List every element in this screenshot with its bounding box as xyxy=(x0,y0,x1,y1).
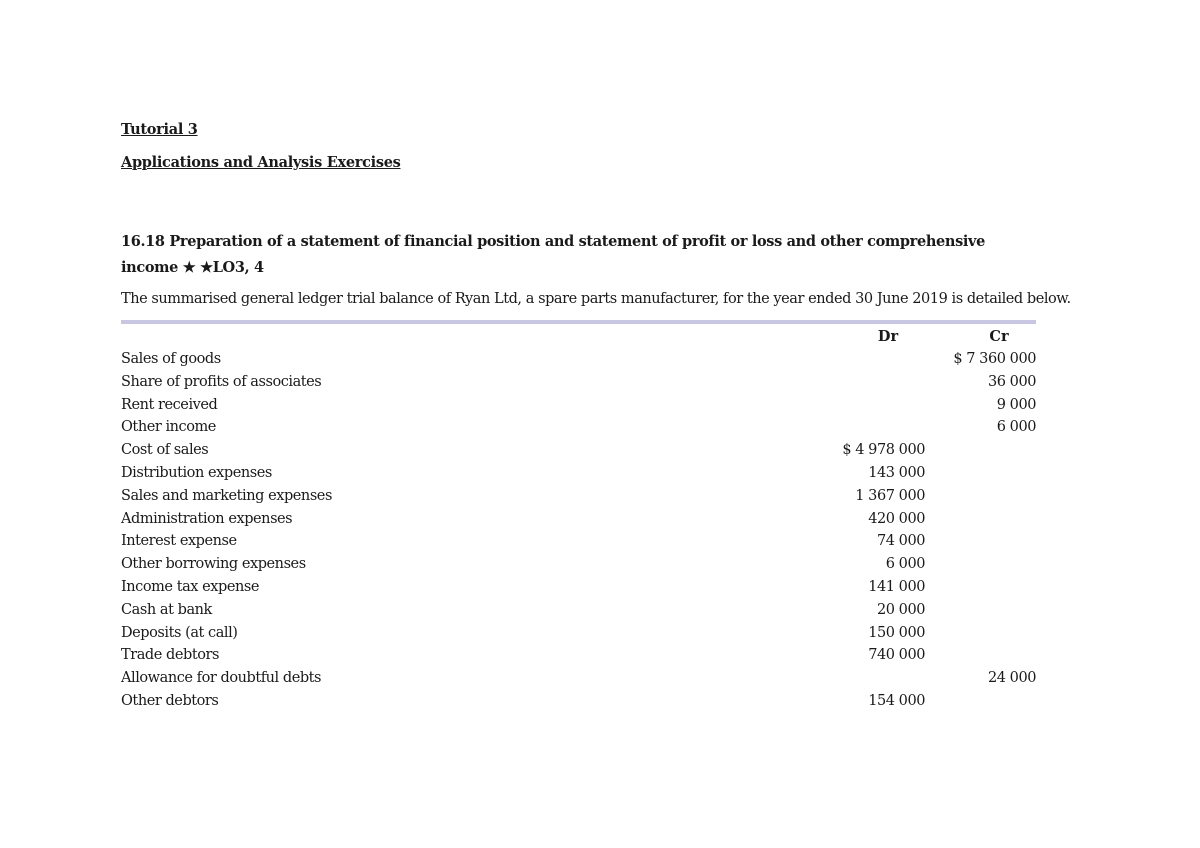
table-row xyxy=(121,395,1036,418)
row-label: Cost of sales xyxy=(121,442,209,459)
row-label: Sales of goods xyxy=(121,351,221,367)
table-row xyxy=(121,577,1036,600)
row-credit-value: 24 000 xyxy=(987,670,1036,687)
exercise-title xyxy=(121,229,986,281)
row-label: Other income xyxy=(121,419,216,436)
table-row xyxy=(121,554,1036,577)
row-label: Deposits (at call) xyxy=(121,624,238,641)
row-debit-value: 1 367 000 xyxy=(855,487,925,504)
table-row xyxy=(121,440,1036,463)
row-label: Distribution expenses xyxy=(121,464,272,481)
row-debit-value: 20 000 xyxy=(876,601,925,618)
table-row xyxy=(121,668,1036,691)
tutorial-heading: Tutorial 3 xyxy=(121,121,198,138)
row-credit-value: $ 7 360 000 xyxy=(953,351,1036,367)
trial-balance-table xyxy=(121,349,1036,714)
intro-paragraph: The summarised general ledger trial balance of Ryan Ltd, a spare parts manufacturer, for the year ended 30 June 2019 is detailed below. xyxy=(121,291,1071,307)
table-row xyxy=(121,531,1036,554)
row-debit-value: 154 000 xyxy=(868,692,925,709)
row-label: Cash at bank xyxy=(121,601,212,618)
row-label: Other debtors xyxy=(121,692,219,709)
row-credit-value: 36 000 xyxy=(987,373,1036,390)
row-debit-value: $ 4 978 000 xyxy=(842,442,925,459)
row-credit-value: 6 000 xyxy=(996,419,1036,436)
row-debit-value: 141 000 xyxy=(868,578,925,595)
section-heading: Applications and Analysis Exercises xyxy=(121,154,401,171)
table-row xyxy=(121,600,1036,623)
row-label: Allowance for doubtful debts xyxy=(121,670,322,687)
row-label: Share of profits of associates xyxy=(121,373,322,390)
row-debit-value: 74 000 xyxy=(876,533,925,550)
table-row xyxy=(121,645,1036,668)
table-row xyxy=(121,372,1036,395)
table-row xyxy=(121,691,1036,714)
table-row xyxy=(121,486,1036,509)
row-debit-value: 6 000 xyxy=(885,556,925,573)
row-label: Sales and marketing expenses xyxy=(121,487,332,504)
row-label: Administration expenses xyxy=(121,510,293,527)
row-debit-value: 143 000 xyxy=(868,464,925,481)
exercise-title-line2: income ★ ★LO3, 4 xyxy=(121,259,264,276)
row-debit-value: 150 000 xyxy=(868,624,925,641)
column-header-cr: Cr xyxy=(989,328,1009,345)
table-row xyxy=(121,463,1036,486)
table-row xyxy=(121,349,1036,372)
row-label: Rent received xyxy=(121,396,218,413)
table-row xyxy=(121,509,1036,532)
row-label: Trade debtors xyxy=(121,647,219,664)
row-label: Other borrowing expenses xyxy=(121,556,306,573)
row-label: Income tax expense xyxy=(121,578,259,595)
row-label: Interest expense xyxy=(121,533,237,550)
exercise-title-line1: 16.18 Preparation of a statement of financial position and statement of profit or loss and other comprehensive xyxy=(121,233,986,250)
row-debit-value: 740 000 xyxy=(868,647,925,664)
table-top-rule xyxy=(121,320,1036,324)
column-header-dr: Dr xyxy=(877,328,899,345)
row-debit-value: 420 000 xyxy=(868,510,925,527)
row-credit-value: 9 000 xyxy=(996,396,1036,413)
table-row xyxy=(121,417,1036,440)
table-row xyxy=(121,623,1036,646)
